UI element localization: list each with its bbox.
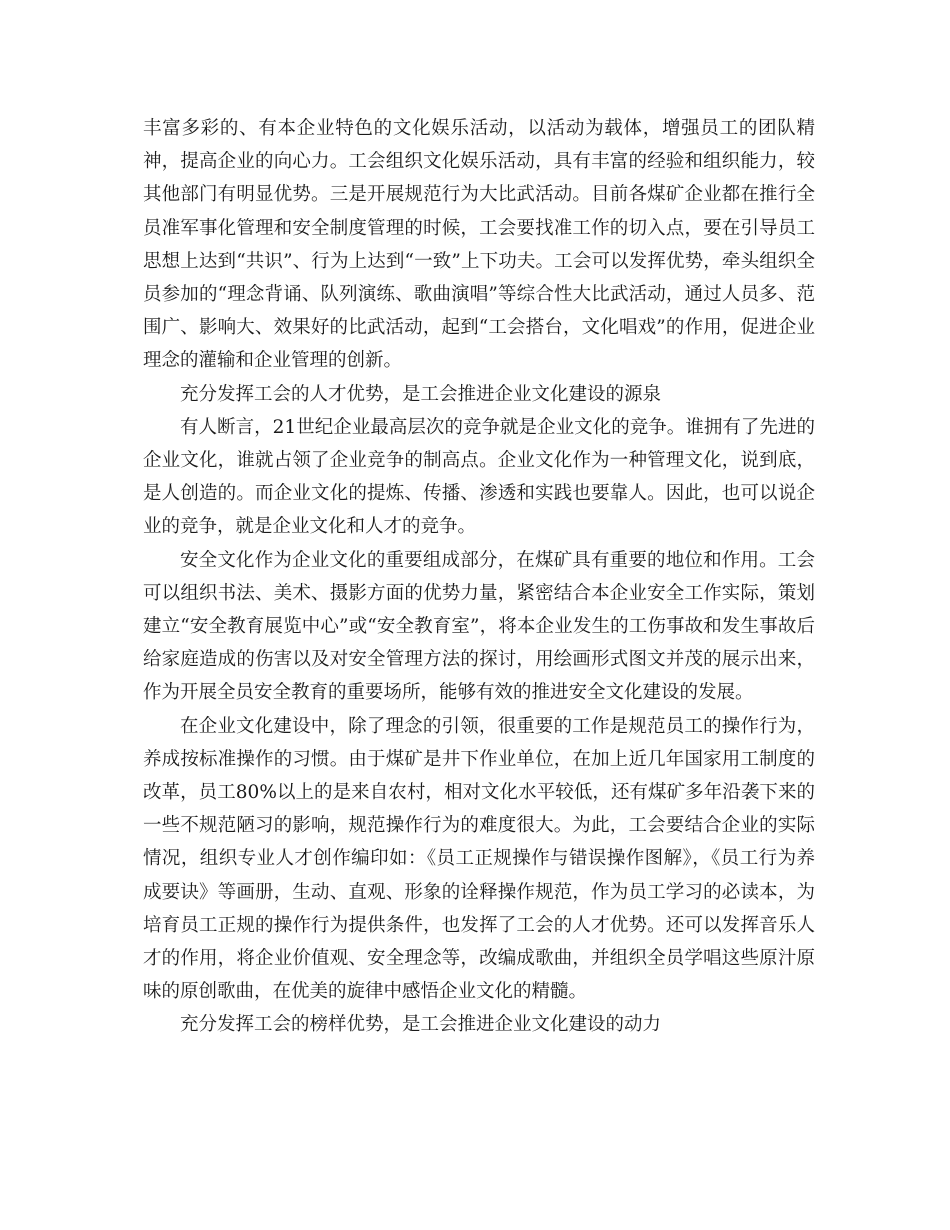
section-heading-talent: 充分发挥工会的人才优势，是工会推进企业文化建设的源泉 [180, 383, 662, 405]
body-paragraph-2: 有人断言，21世纪企业最高层次的竞争就是企业文化的竞争。谁拥有了先进的企业文化，谁就占领了企业竞争的制高点。企业文化作为一种管理文化，说到底，是人创造的。而企业文化的提炼、传播、渗透和实践也要靠人。因此，也可以说企业的竞争，就是企业文化和人才的竞争。 [143, 416, 815, 538]
body-paragraph-4: 在企业文化建设中，除了理念的引领，很重要的工作是规范员工的操作行为，养成按标准操作的习惯。由于煤矿是井下作业单位，在加上近几年国家用工制度的改革，员工80%以上的是来自农村，相对文化水平较低，还有煤矿多年沿袭下来的一些不规范陋习的影响，规范操作行为的难度很大。为此，工会要结合企业的实际情况，组织专业人才创作编印如：《员工正规操作与错误操作图解》，《员工行为养成要诀》等画册，生动、直观、形象的诠释操作规范，作为员工学习的必读本，为培育员工正规的操作行为提供条件，也发挥了工会的人才优势。还可以发挥音乐人才的作用，将企业价值观、安全理念等，改编成歌曲，并组织全员学唱这些原汁原味的原创歌曲，在优美的旋律中感悟企业文化的精髓。 [143, 715, 815, 1003]
section-heading-role-model: 充分发挥工会的榜样优势，是工会推进企业文化建设的动力 [180, 1014, 662, 1036]
body-paragraph-3: 安全文化作为企业文化的重要组成部分，在煤矿具有重要的地位和作用。工会可以组织书法、美术、摄影方面的优势力量，紧密结合本企业安全工作实际，策划建立“安全教育展览中心”或“安全教育室”，将本企业发生的工伤事故和发生事故后给家庭造成的伤害以及对安全管理方法的探讨，用绘画形式图文并茂的展示出来，作为开展全员安全教育的重要场所，能够有效的推进安全文化建设的发展。 [143, 549, 815, 704]
document-body [143, 112, 815, 1042]
body-paragraph-1: 丰富多彩的、有本企业特色的文化娱乐活动，以活动为载体，增强员工的团队精神，提高企业的向心力。工会组织文化娱乐活动，具有丰富的经验和组织能力，较其他部门有明显优势。三是开展规范行为大比武活动。目前各煤矿企业都在推行全员准军事化管理和安全制度管理的时候，工会要找准工作的切入点，要在引导员工思想上达到“共识”、行为上达到“一致”上下功夫。工会可以发挥优势，牵头组织全员参加的“理念背诵、队列演练、歌曲演唱”等综合性大比武活动，通过人员多、范围广、影响大、效果好的比武活动，起到“工会搭台，文化唱戏”的作用，促进企业理念的灌输和企业管理的创新。 [143, 118, 815, 372]
